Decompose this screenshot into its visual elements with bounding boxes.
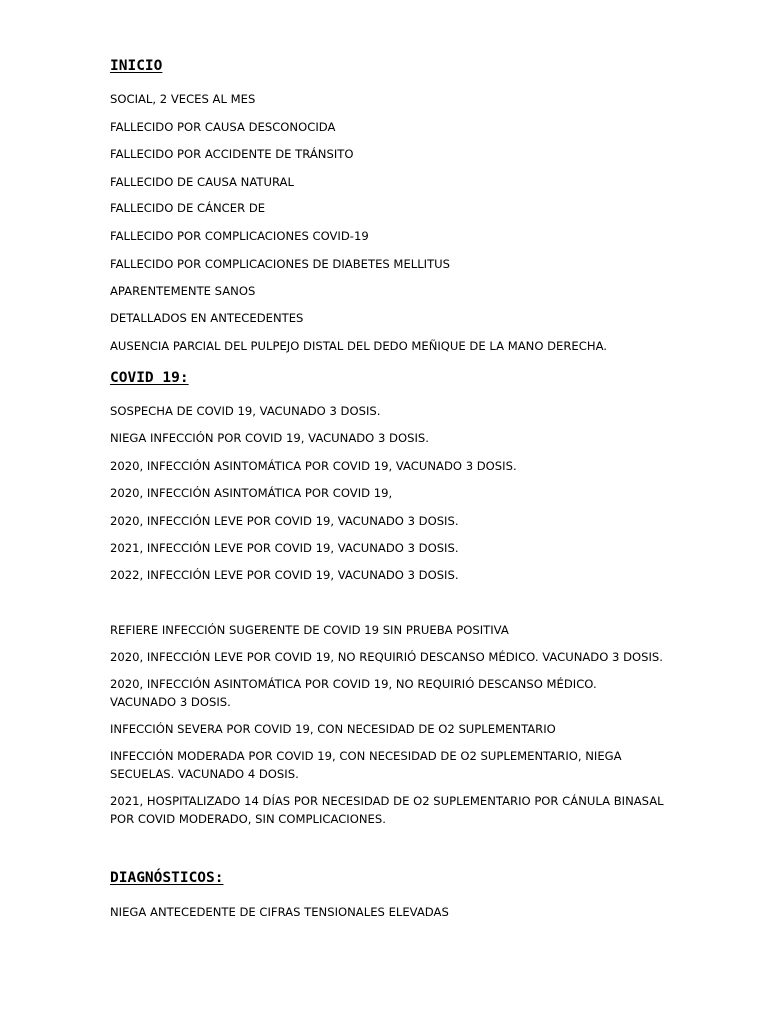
diagnosticos-line: NIEGA ANTECEDENTE DE CIFRAS TENSIONALES ELEVADAS (110, 905, 449, 919)
inicio-line: FALLECIDO POR COMPLICACIONES DE DIABETES MELLITUS (110, 257, 451, 271)
covid-line: 2020, INFECCIÓN ASINTOMÁTICA POR COVID 19, VACUNADO 3 DOSIS. (110, 459, 517, 473)
covid-line: 2021, HOSPITALIZADO 14 DÍAS POR NECESIDAD DE O2 SUPLEMENTARIO POR CÁNULA BINASAL POR COVID MODERADO, SIN COMPLICACIONES. (110, 794, 664, 826)
inicio-line: AUSENCIA PARCIAL DEL PULPEJO DISTAL DEL DEDO MEÑIQUE DE LA MANO DERECHA. (110, 339, 607, 353)
covid-line: REFIERE INFECCIÓN SUGERENTE DE COVID 19 SIN PRUEBA POSITIVA (110, 623, 509, 637)
inicio-line: FALLECIDO DE CÁNCER DE (110, 201, 266, 215)
covid-line: 2020, INFECCIÓN LEVE POR COVID 19, NO REQUIRIÓ DESCANSO MÉDICO. VACUNADO 3 DOSIS. (110, 650, 663, 664)
covid-line: 2020, INFECCIÓN ASINTOMÁTICA POR COVID 19, (110, 486, 393, 500)
section-title-diagnosticos: DIAGNÓSTICOS: (110, 870, 224, 886)
covid-line: 2021, INFECCIÓN LEVE POR COVID 19, VACUNADO 3 DOSIS. (110, 541, 459, 555)
covid-line: INFECCIÓN MODERADA POR COVID 19, CON NECESIDAD DE O2 SUPLEMENTARIO, NIEGA SECUELAS. VACUNADO 4 DOSIS. (110, 749, 622, 781)
covid-line: NIEGA INFECCIÓN POR COVID 19, VACUNADO 3 DOSIS. (110, 431, 429, 445)
inicio-line: DETALLADOS EN ANTECEDENTES (110, 311, 304, 325)
section-title-covid: COVID 19: (110, 370, 189, 386)
covid-line: 2022, INFECCIÓN LEVE POR COVID 19, VACUNADO 3 DOSIS. (110, 568, 459, 582)
inicio-line: FALLECIDO POR CAUSA DESCONOCIDA (110, 120, 336, 134)
covid-line: 2020, INFECCIÓN LEVE POR COVID 19, VACUNADO 3 DOSIS. (110, 514, 459, 528)
covid-line: INFECCIÓN SEVERA POR COVID 19, CON NECESIDAD DE O2 SUPLEMENTARIO (110, 722, 556, 736)
section-title-inicio: INICIO (110, 58, 163, 74)
inicio-line: FALLECIDO POR COMPLICACIONES COVID-19 (110, 229, 369, 243)
inicio-line: SOCIAL, 2 VECES AL MES (110, 92, 256, 106)
inicio-line: FALLECIDO DE CAUSA NATURAL (110, 175, 294, 189)
covid-line: 2020, INFECCIÓN ASINTOMÁTICA POR COVID 19, NO REQUIRIÓ DESCANSO MÉDICO. VACUNADO 3 DOSIS. (110, 677, 597, 709)
inicio-line: FALLECIDO POR ACCIDENTE DE TRÁNSITO (110, 147, 354, 161)
covid-line: SOSPECHA DE COVID 19, VACUNADO 3 DOSIS. (110, 404, 381, 418)
inicio-line: APARENTEMENTE SANOS (110, 284, 256, 298)
